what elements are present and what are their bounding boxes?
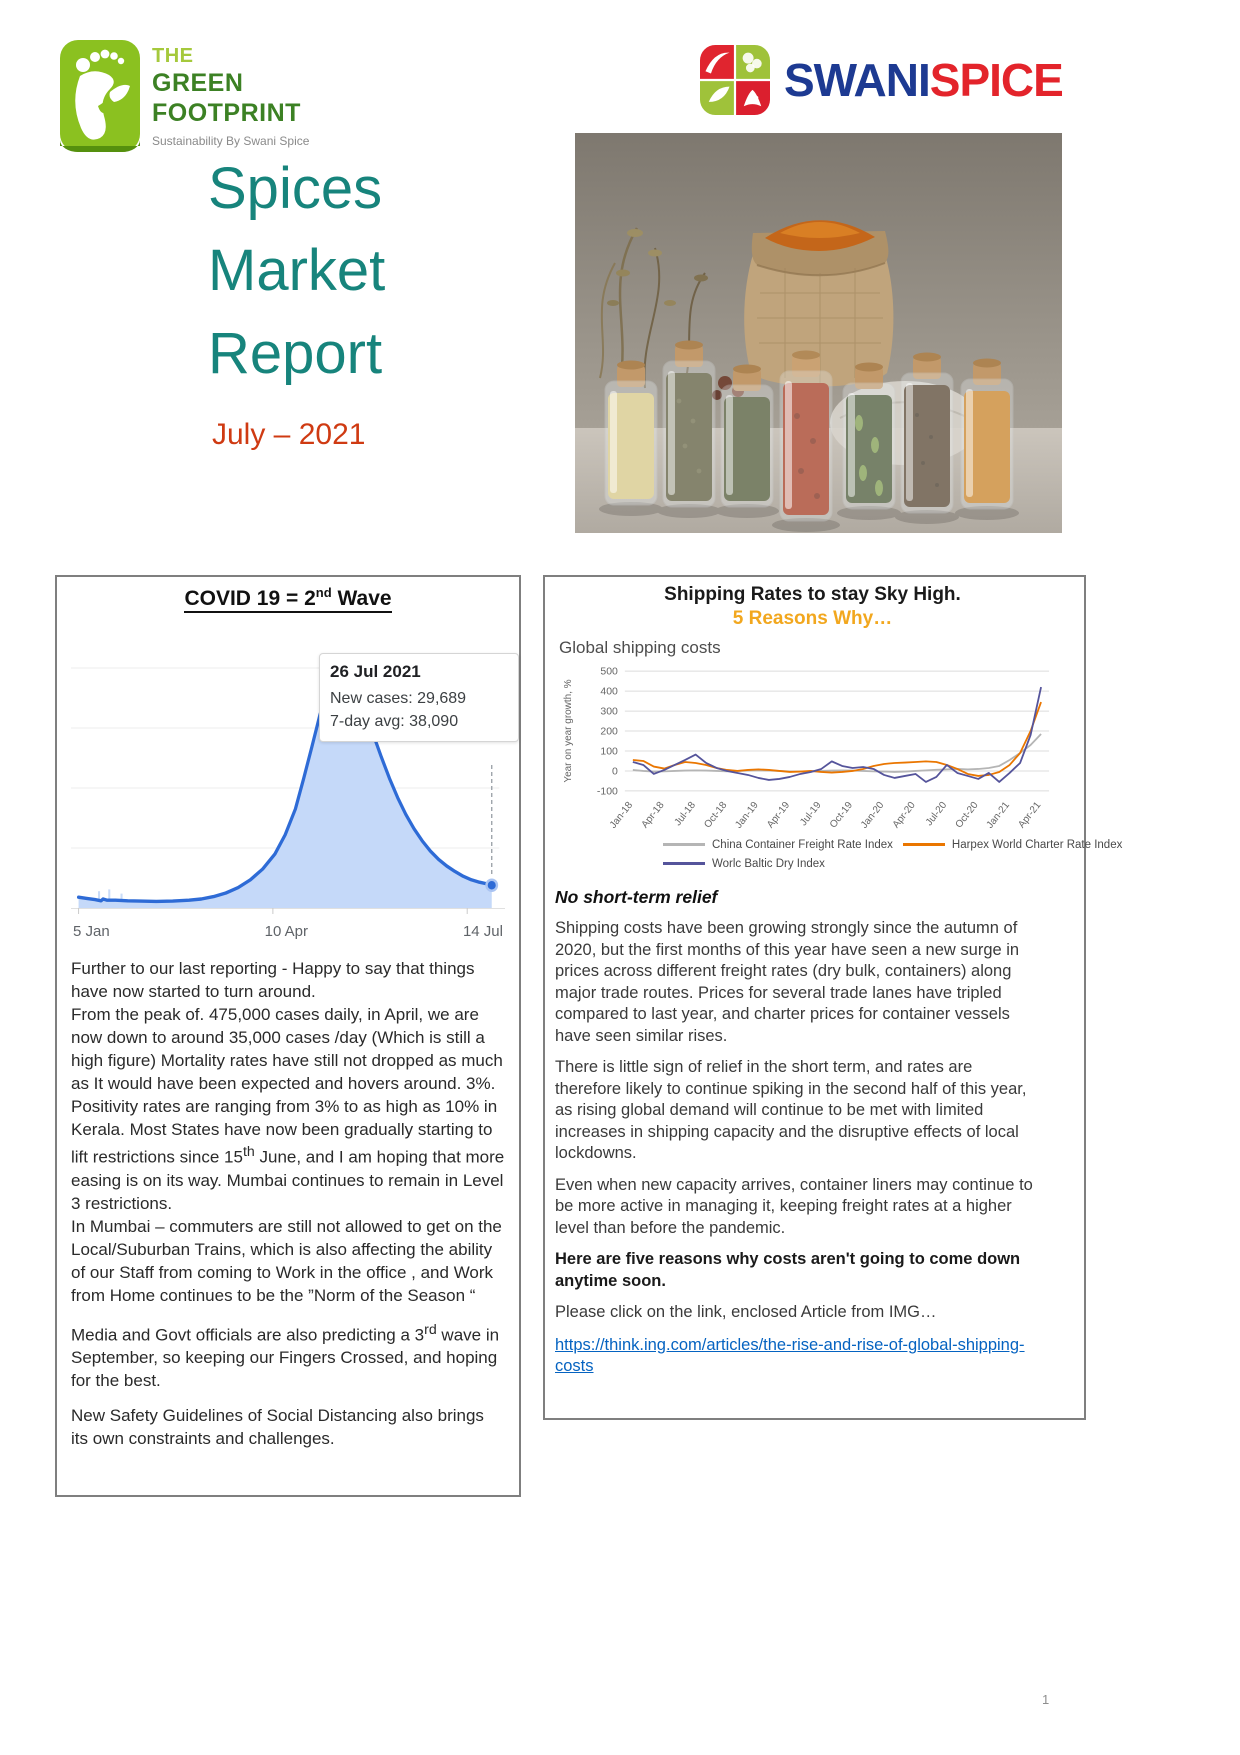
svg-text:Apr-21: Apr-21 [1016,799,1044,831]
covid-chart-tooltip [319,653,519,742]
svg-text:Jul-19: Jul-19 [798,799,824,829]
spices-photo [575,133,1062,533]
svg-text:Apr-18: Apr-18 [639,799,667,831]
green-footprint-logo [60,40,309,152]
swani-text: SWANI [784,54,930,106]
covid-paragraph-4: Media and Govt officials are also predicting a 3rd wave in September, so keeping our Fingers Crossed, and hoping for the best. [71,1321,500,1391]
svg-text:-100: -100 [596,786,618,798]
shipping-chart-legend [663,835,1123,873]
swanispice-logo [700,45,1063,115]
tooltip-new-cases: New cases: 29,689 [330,690,467,707]
covid-paragraph-2: From the peak of. 475,000 cases daily, in April, we are now down to around 35,000 cases /day (Which is still a high figure) Mortality rates have still not dropped as much as It would have been expected and hovers around. 3%. Positivity rates are ranging from 3% to as high as 10% in Kerala. Most States have now been gradually starting to lift restrictions since 15th June, and I am hoping that more easing is on its way. Mumbai continues to remain in Level 3 restrictions. [71,1005,505,1213]
covid-heading-sup: nd [315,585,332,600]
shipping-paragraph-2: There is little sign of relief in the short term, and rates are therefore likely to continue spiking in the second half of this year, as rising global demand will continue to be met with limited increases in shipping capacity and the disruptive effects of local lockdowns. [555,1058,1027,1162]
svg-text:500: 500 [600,666,618,678]
covid-body-text [71,957,505,1450]
covid-chart [71,615,505,945]
tooltip-7day-avg: 7-day avg: 38,090 [330,713,459,731]
svg-text:Jan-20: Jan-20 [858,799,887,831]
x-label-jan: 5 Jan [73,923,110,940]
svg-text:Jan-19: Jan-19 [733,799,761,831]
shipping-subheading: 5 Reasons Why… [732,608,893,629]
shipping-paragraph-5: Please click on the link, enclosed Article from IMG… [555,1303,937,1321]
covid-x-axis-labels [71,920,505,940]
gf-line-footprint: FOOTPRINT [152,99,301,127]
report-date: July – 2021 [212,418,366,451]
shipping-paragraph-1: Shipping costs have been growing strongly since the autumn of 2020, but the first months of this year have seen a new surge in prices across different freight rates (dry bulk, containers) along major trade routes. Prices for several trade lanes have tripled compared to last year, and charter prices for container vessels have seen similar rises. [555,919,1020,1045]
no-relief-heading: No short-term relief [555,887,718,907]
swanispice-wordmark [784,53,1063,107]
page-title [208,148,385,395]
shipping-heading: Shipping Rates to stay Sky High. [664,584,961,605]
svg-text:Jan-18: Jan-18 [607,799,636,831]
covid-heading-pre: COVID 19 = 2 [184,587,316,610]
svg-text:100: 100 [600,746,618,758]
covid-section [55,575,521,1497]
shipping-body-text [555,918,1070,1378]
swanispice-icon [700,45,770,115]
covid-paragraph-5: New Safety Guidelines of Social Distancing also brings its own constraints and challenges. [71,1406,484,1449]
china-line-swatch [663,843,705,846]
svg-text:Oct-19: Oct-19 [827,799,856,831]
svg-text:200: 200 [600,726,618,738]
gf-tagline: Sustainability By Swani Spice [152,134,310,148]
svg-text:Jan-21: Jan-21 [984,799,1013,831]
covid-heading-post: Wave [331,587,392,610]
green-footprint-wordmark [152,40,309,152]
article-link[interactable]: https://think.ing.com/articles/the-rise-and-rise-of-global-shipping-costs [555,1335,1025,1375]
legend-item-baltic: Worlc Baltic Dry Index [663,858,825,870]
title-line-1: Spices [208,156,383,221]
svg-text:0: 0 [612,766,618,778]
svg-text:300: 300 [600,706,618,718]
svg-text:Apr-19: Apr-19 [765,799,793,831]
gf-line-the: THE [152,45,194,67]
legend-item-china: China Container Freight Rate Index [663,839,893,851]
svg-text:Jul-18: Jul-18 [672,799,699,829]
svg-text:400: 400 [600,686,618,698]
svg-text:Oct-18: Oct-18 [702,799,730,831]
page-number: 1 [1042,1692,1050,1707]
green-footprint-icon [60,40,140,152]
svg-text:Year on year growth, %: Year on year growth, % [562,679,574,783]
covid-paragraph-3: In Mumbai – commuters are still not allowed to get on the Local/Suburban Trains, which is also affecting the ability of our Staff from coming to Work in the office , and Work from Home continues to be the ”Norm of the Season “ [71,1216,502,1305]
shipping-section [543,575,1123,1420]
shipping-paragraph-3: Even when new capacity arrives, container liners may continue to be more active in managing it, keeping freight rates at a higher level than before the pandemic. [555,1175,1033,1237]
title-line-2: Market [208,238,386,304]
covid-heading [71,585,505,611]
harpex-line-swatch [903,843,945,846]
title-line-3: Report [208,320,383,386]
x-label-apr: 10 Apr [264,923,309,940]
legend-item-harpex: Harpex World Charter Rate Index [903,839,1122,851]
tooltip-date: 26 Jul 2021 [330,662,421,681]
x-label-jul: 14 Jul [462,923,503,940]
svg-text:Apr-20: Apr-20 [890,799,918,831]
covid-paragraph-1: Further to our last reporting - Happy to say that things have now started to turn around. [71,959,475,1001]
svg-text:Jul-20: Jul-20 [923,799,950,829]
shipping-chart-title: Global shipping costs [559,638,721,657]
shipping-paragraph-4: Here are five reasons why costs aren't going to come down anytime soon. [555,1250,1021,1290]
shipping-chart-svg [555,661,1074,833]
svg-text:Oct-20: Oct-20 [953,799,981,831]
spice-text: SPICE [929,54,1063,106]
gf-line-green: GREEN [152,69,244,97]
baltic-line-swatch [663,862,705,865]
